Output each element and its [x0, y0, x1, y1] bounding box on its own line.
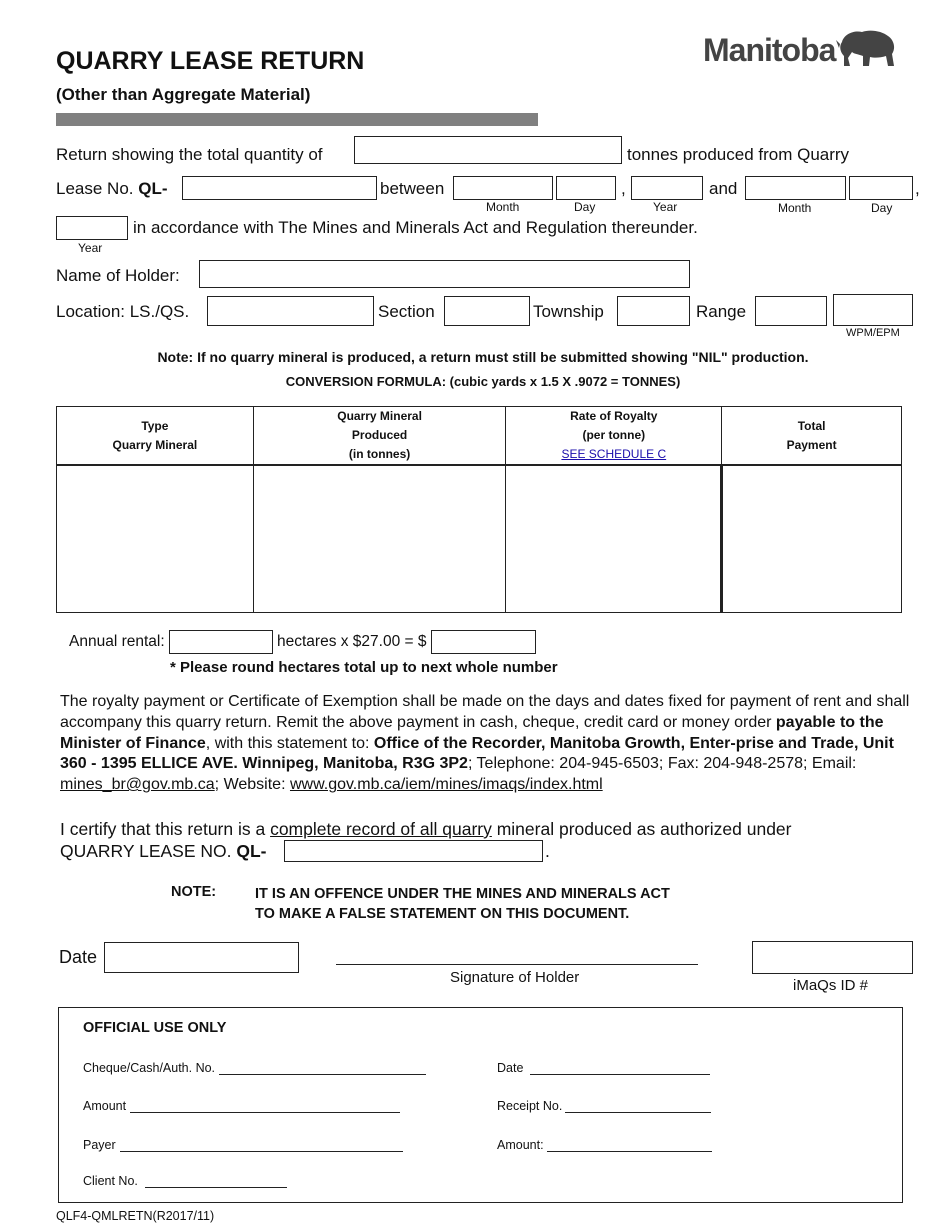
cheque-label: Cheque/Cash/Auth. No.	[83, 1061, 216, 1075]
end-month-field[interactable]	[745, 176, 846, 200]
payer-field[interactable]	[120, 1137, 403, 1152]
col-type-header	[57, 407, 254, 466]
col-total-line2: Payment	[786, 437, 837, 452]
end-month-caption: Month	[778, 201, 812, 215]
official-date-field[interactable]	[530, 1060, 710, 1075]
lease-prefix: QL-	[138, 179, 168, 198]
wpm-epm-caption: WPM/EPM	[846, 327, 900, 339]
end-day-caption: Day	[871, 201, 893, 215]
page-title: QUARRY LEASE RETURN	[56, 47, 365, 75]
col-type-line2: Quarry Mineral	[112, 437, 198, 452]
warning-line-1: IT IS AN OFFENCE UNDER THE MINES AND MINERALS ACT	[255, 886, 670, 902]
rental-formula: hectares x $27.00 = $	[277, 633, 427, 650]
col-produced-line2: Produced	[351, 428, 408, 442]
payer-label: Payer	[83, 1138, 116, 1152]
logo-wordmark: Manitoba	[703, 32, 836, 68]
start-year-field[interactable]	[631, 176, 703, 200]
location-label: Location: LS./QS.	[56, 302, 190, 321]
client-field[interactable]	[145, 1173, 287, 1188]
start-day-field[interactable]	[556, 176, 616, 200]
payment-website-label: ; Website:	[214, 776, 290, 794]
section-label: Section	[378, 302, 435, 321]
certify-period: .	[545, 841, 550, 861]
amount-field[interactable]	[130, 1098, 400, 1113]
payment-payee: payable to the Minister of Finance	[60, 713, 884, 752]
royalty-rate-cell[interactable]	[506, 465, 722, 613]
start-month-field[interactable]	[453, 176, 553, 200]
form-code: QLF4-QMLRETN(R2017/11)	[56, 1209, 215, 1223]
email-link[interactable]: mines_br@gov.mb.ca	[60, 776, 215, 794]
client-label: Client No.	[83, 1174, 138, 1188]
ls-qs-field[interactable]	[207, 296, 374, 326]
township-label: Township	[533, 302, 604, 321]
col-produced-header	[253, 407, 506, 466]
end-date-comma: ,	[915, 179, 920, 198]
payment-text-2: , with this statement to:	[205, 734, 374, 752]
table-header-row	[57, 407, 902, 466]
col-produced-line1: Quarry Mineral	[337, 409, 422, 423]
holder-name-field[interactable]	[199, 260, 690, 288]
accordance-text: in accordance with The Mines and Minerals Act and Regulation thereunder.	[133, 218, 698, 237]
cheque-field[interactable]	[219, 1060, 426, 1075]
official-use-title: OFFICIAL USE ONLY	[83, 1020, 227, 1036]
total-payment-cell[interactable]	[722, 465, 902, 613]
table-row	[57, 465, 902, 613]
certify-text-c: mineral produced as authorized under	[491, 819, 792, 839]
official-use-section	[58, 1007, 903, 1203]
payment-text-1: The royalty payment or Certificate of Exemption shall be made on the days and dates fixed for payment of rent and shall accompany this quarry return. Remit the above payment in cash, cheque, credit card or money order	[60, 693, 910, 731]
produced-tonnes-cell[interactable]	[253, 465, 506, 613]
imaqs-label: iMaQs ID #	[793, 977, 869, 994]
certify-lease-prefix: QL-	[236, 841, 267, 861]
col-produced-line3: (in tonnes)	[348, 447, 411, 461]
lease-number-field[interactable]	[182, 176, 377, 200]
end-year-caption: Year	[78, 241, 103, 255]
col-total-header	[722, 407, 902, 466]
page-subtitle: (Other than Aggregate Material)	[56, 85, 311, 104]
round-note: * Please round hectares total up to next whole number	[170, 659, 558, 676]
royalty-table	[56, 406, 902, 613]
end-day-field[interactable]	[849, 176, 913, 200]
certify-lease-label: QUARRY LEASE NO.	[60, 841, 232, 861]
header-divider-bar	[56, 113, 538, 126]
col-total-line1: Total	[797, 418, 826, 433]
date-comma: ,	[621, 179, 626, 198]
nil-note: Note: If no quarry mineral is produced, a return must still be submitted showing "NIL" production.	[157, 349, 809, 365]
receipt-label: Receipt No.	[497, 1099, 563, 1113]
amount-label: Amount	[83, 1099, 127, 1113]
col-rate-line2: (per tonne)	[582, 428, 646, 442]
start-year-caption: Year	[653, 200, 678, 214]
bison-icon	[836, 28, 898, 70]
signature-line[interactable]	[336, 946, 698, 965]
start-day-caption: Day	[574, 200, 596, 214]
rental-amount-field[interactable]	[431, 630, 536, 654]
official-date-label: Date	[497, 1061, 524, 1075]
certify-line-1	[60, 819, 792, 840]
col-rate-line1: Rate of Royalty	[570, 409, 658, 423]
imaqs-id-field[interactable]	[752, 941, 913, 974]
total-quantity-field[interactable]	[354, 136, 622, 164]
between-label: between	[380, 179, 445, 198]
col-type-line1: Type	[141, 418, 169, 433]
warning-label: NOTE:	[171, 884, 217, 900]
date-label: Date	[59, 947, 98, 967]
type-mineral-cell[interactable]	[57, 465, 254, 613]
warning-text	[255, 884, 670, 924]
section-field[interactable]	[444, 296, 530, 326]
amount2-field[interactable]	[547, 1137, 712, 1152]
manitoba-logo	[703, 28, 898, 72]
tonnes-label: tonnes produced from Quarry	[627, 145, 850, 164]
end-year-field[interactable]	[56, 216, 128, 240]
col-rate-header	[506, 407, 722, 466]
lease-label	[56, 179, 168, 199]
payment-instructions	[60, 692, 910, 796]
range-label: Range	[696, 302, 747, 321]
payment-contact: ; Telephone: 204-945-6503; Fax: 204-948-2578; Email:	[467, 755, 857, 773]
township-field[interactable]	[617, 296, 690, 326]
amount2-label: Amount:	[497, 1138, 544, 1152]
receipt-field[interactable]	[565, 1098, 711, 1113]
certify-text-b: complete record of all quarry	[270, 819, 492, 839]
hectares-field[interactable]	[169, 630, 273, 654]
lease-no-text: Lease No.	[56, 179, 134, 198]
annual-rental-label: Annual rental:	[69, 633, 165, 650]
certify-text-a: I certify that this return is a	[60, 819, 271, 839]
certify-line-2	[60, 841, 267, 862]
wpm-epm-field[interactable]	[833, 294, 913, 326]
holder-label: Name of Holder:	[56, 266, 180, 285]
and-label: and	[709, 179, 738, 198]
start-month-caption: Month	[486, 200, 520, 214]
website-link[interactable]: www.gov.mb.ca/iem/mines/imaqs/index.html	[289, 776, 603, 794]
signature-label: Signature of Holder	[450, 969, 580, 986]
date-field[interactable]	[104, 942, 299, 973]
schedule-c-link[interactable]: SEE SCHEDULE C	[561, 447, 667, 461]
return-label: Return showing the total quantity of	[56, 145, 323, 164]
conversion-formula: CONVERSION FORMULA: (cubic yards x 1.5 X .9072 = TONNES)	[285, 374, 681, 389]
certify-lease-number-field[interactable]	[284, 840, 543, 862]
range-field[interactable]	[755, 296, 827, 326]
warning-line-2: TO MAKE A FALSE STATEMENT ON THIS DOCUMENT.	[255, 906, 630, 922]
payment-address: Office of the Recorder, Manitoba Growth, Enter-prise and Trade, Unit 360 - 1395 ELLICE AVE. Winnipeg, Manitoba, R3G 3P2	[60, 734, 894, 773]
